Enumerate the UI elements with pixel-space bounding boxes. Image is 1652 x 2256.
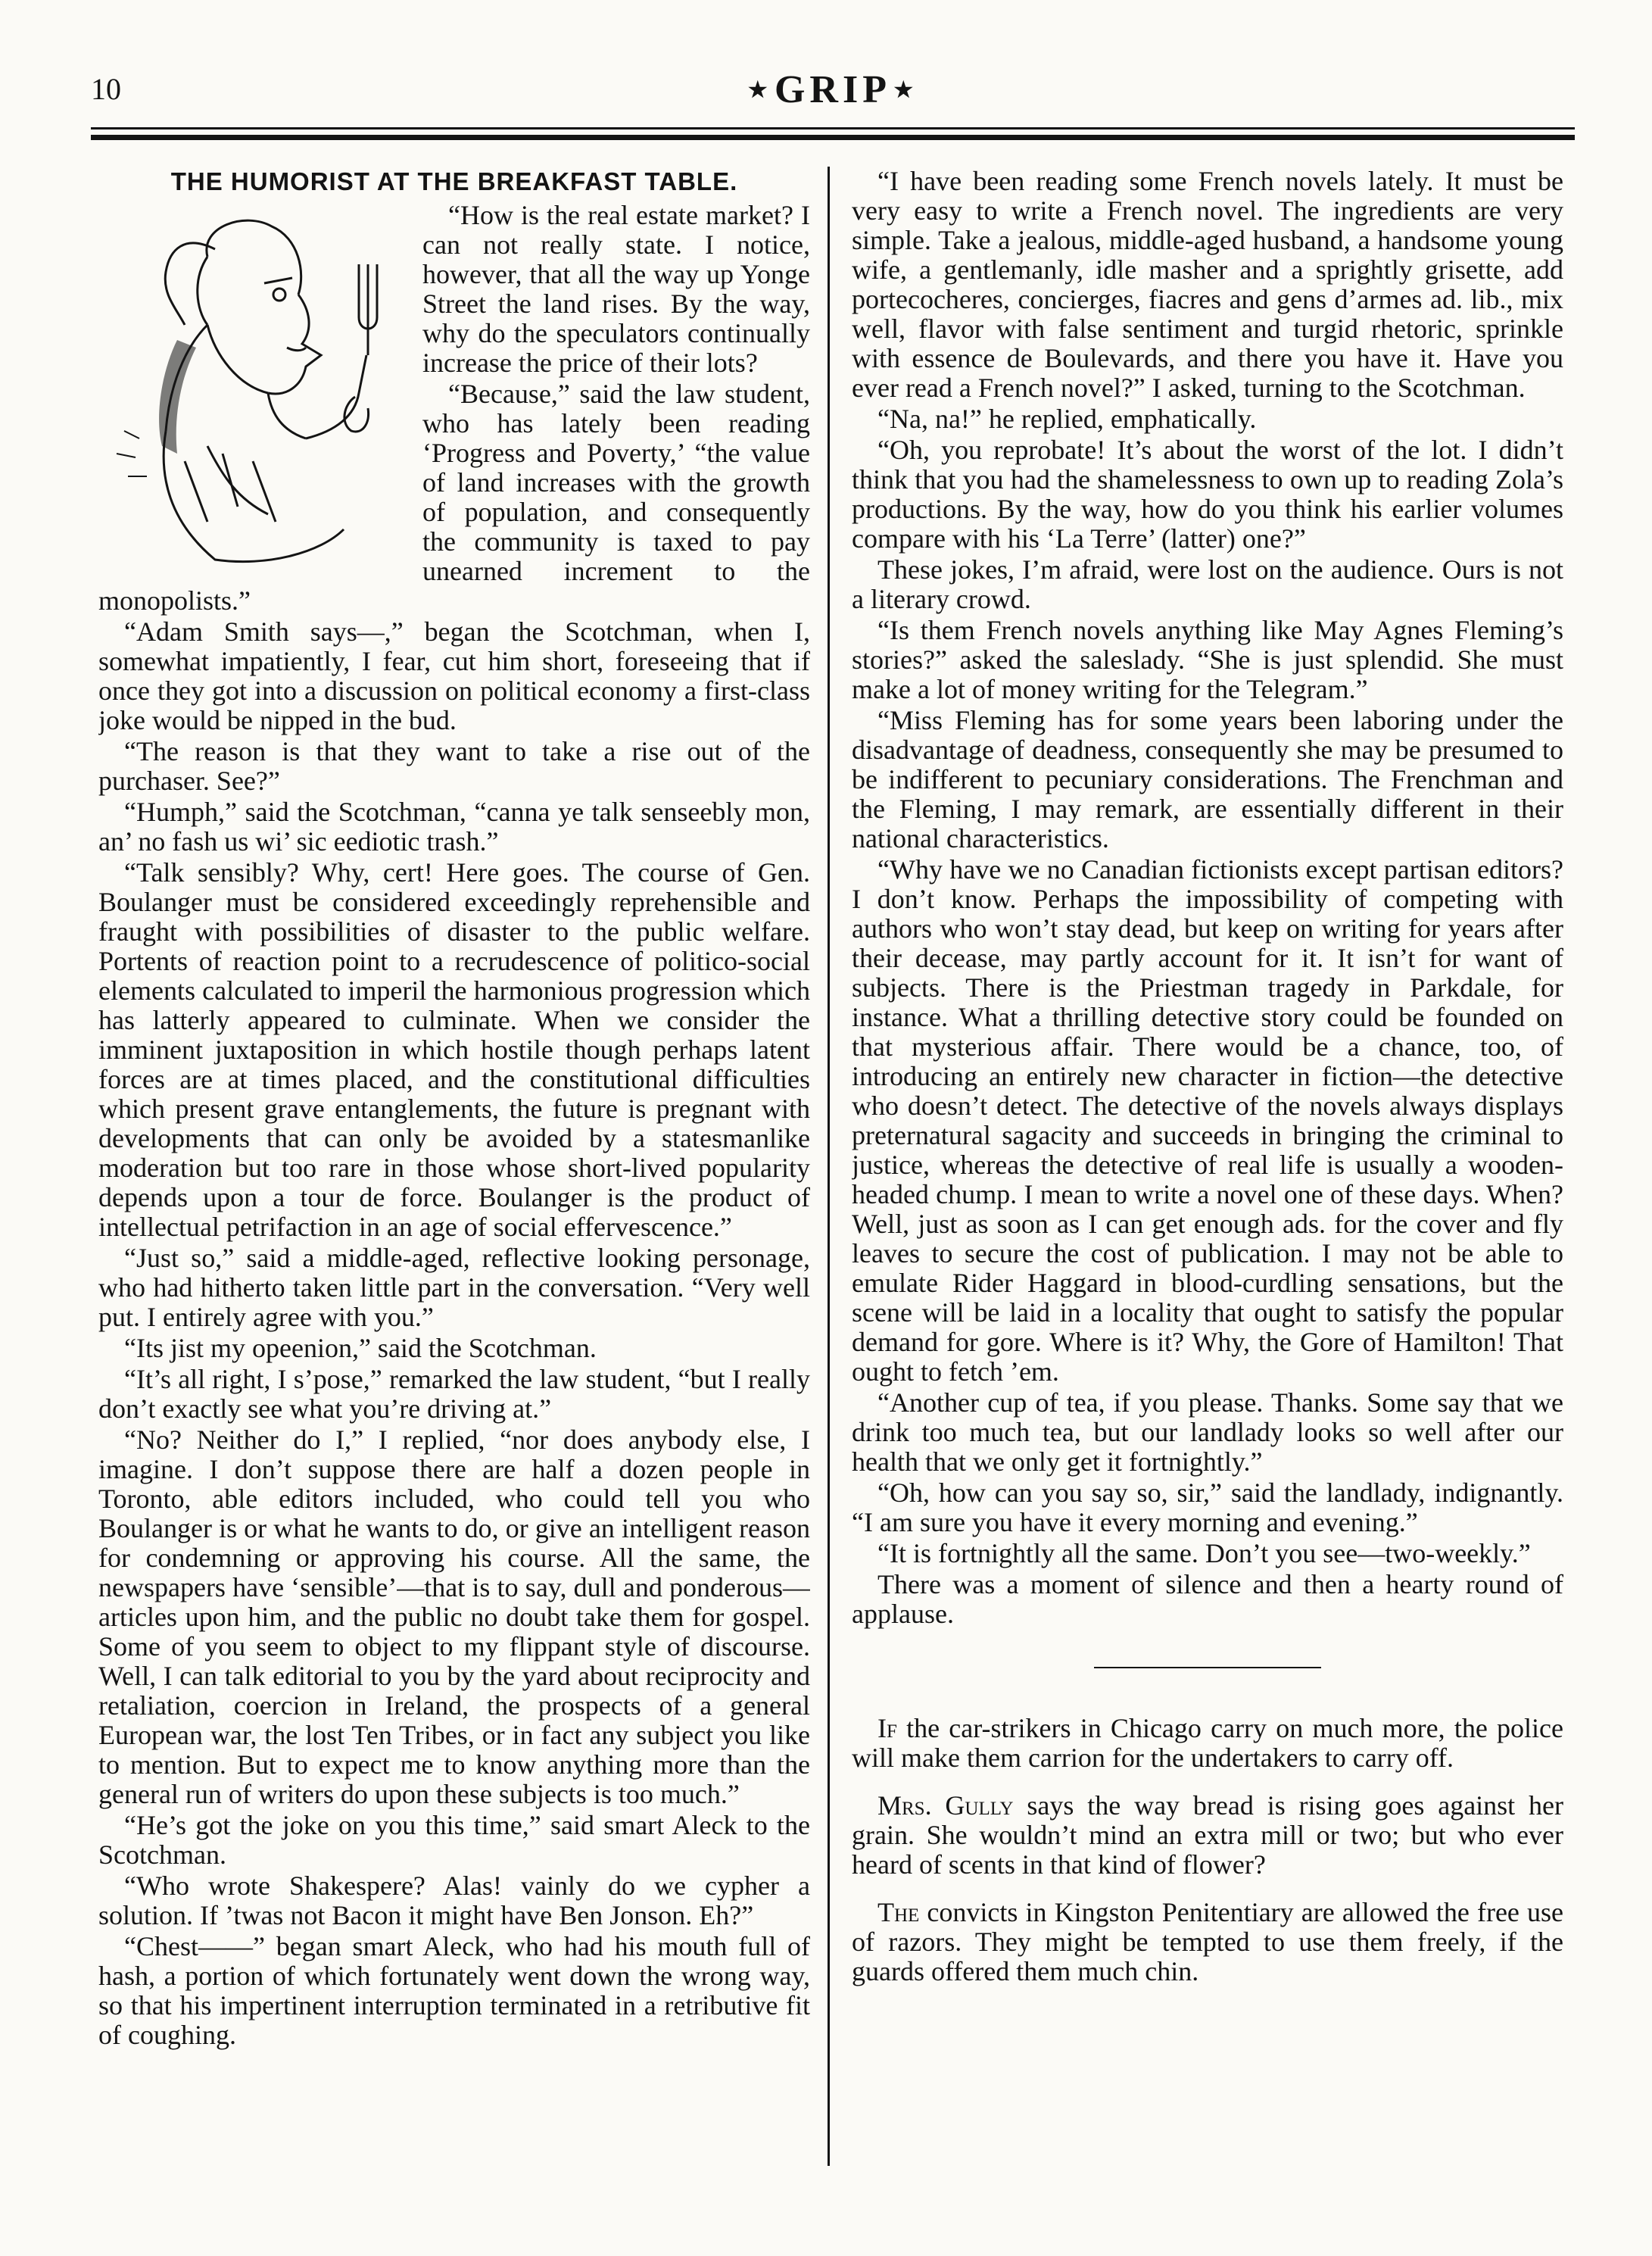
- paragraph: “The reason is that they want to take a rise out of the purchaser. See?”: [98, 736, 810, 796]
- paragraph: “Na, na!” he replied, emphatically.: [877, 404, 1257, 434]
- paragraph: “Adam Smith says—,” began the Scotchman, when I, somewhat impatiently, I fear, cut him short, foreseeing that if once they got into a discussion on political economy a first-class joke would be nipped in the bud.: [98, 616, 810, 735]
- paragraph: “Is them French novels anything like May Agnes Fleming’s stories?” asked the saleslady. “She is just splendid. She must make a lot of money writing for the Telegram.”: [852, 615, 1563, 704]
- paragraph: There was a moment of silence and then a hearty round of applause.: [852, 1569, 1563, 1629]
- paragraph: “Talk sensibly? Why, cert! Here goes. The course of Gen. Boulanger must be considered exceedingly reprehensible and fraught with possibilities of disaster to the public welfare. Portents of reaction point to a recrudescence of politico-social elements calculated to imperil the harmonious progression which has latterly appeared to culminate. When we consider the imminent juxtaposition in which hostile though perhaps latent forces are at times placed, and the constitutional difficulties which present grave entanglements, the future is pregnant with developments that can only be avoided by a statesmanlike moderation but too rare in those whose short-lived popularity depends upon a tour de force. Boulanger is the product of intellectual petrifaction in an age of social effervescence.”: [98, 857, 810, 1242]
- paragraph: “I have been reading some French novels lately. It must be very easy to write a French novel. The ingredients are very simple. Take a jealous, middle-aged husband, a handsome young wife, a gentlemanly, idle masher and a sprightly grisette, add portecocheres, concierges, fiacres and gens d’armes ad. lib., mix well, flavor with false sentiment and turgid rhetoric, sprinkle with essence de Boulevards, and there you have it. Have you ever read a French novel?” I asked, turning to the Scotchman.: [852, 167, 1563, 403]
- paragraph: “Who wrote Shakespere? Alas! vainly do we cypher a solution. If ’twas not Bacon it might have Ben Jonson. Eh?”: [98, 1871, 810, 1930]
- paragraph: “Miss Fleming has for some years been laboring under the disadvantage of deadness, consequently she may be presumed to be indifferent to pecuniary considerations. The Frenchman and the Fleming, I may remark, are essentially different in their national characteristics.: [852, 705, 1563, 853]
- brief-lead: Mrs. Gully: [877, 1790, 1014, 1821]
- masthead-rule-bottom: [91, 135, 1575, 140]
- paragraph: “Another cup of tea, if you please. Thanks. Some say that we drink too much tea, but our landlady looks so well after our health that we only get it fortnightly.”: [852, 1387, 1563, 1477]
- man-with-fork-illustration: [98, 204, 412, 575]
- paragraph: “Why have we no Canadian fictionists except partisan editors? I don’t know. Perhaps the impossibility of competing with authors who won’t stay dead, but keep on writing for years after their decease, may partly account for it. It isn’t for want of subjects. There is the Priestman tragedy in Parkdale, for instance. What a thrilling detective story could be founded on that mysterious affair. There would be a chance, too, of introducing an entirely new character in fiction—the detective who doesn’t detect. The detective of the novels always displays preternatural sagacity and succeeds in bringing the criminal to justice, whereas the detective of real life is usually a wooden-headed chump. I mean to write a novel one of these days. When? Well, just as soon as I can get enough ads. for the cover and fly leaves to secure the cost of publication. I may not be able to emulate Rider Haggard in blood-curdling sensations, but the scene will be laid in a locality that ought to satisfy the popular demand for gore. Where is it? Why, the Gore of Hamilton! That ought to fetch ’em.: [852, 854, 1563, 1387]
- paragraph: “Oh, how can you say so, sir,” said the landlady, indignantly. “I am sure you have it every morning and evening.”: [852, 1477, 1563, 1537]
- column-divider: [828, 167, 830, 2166]
- paragraph: “He’s got the joke on you this time,” said smart Aleck to the Scotchman.: [98, 1810, 810, 1870]
- brief-item: [852, 1898, 1563, 1986]
- right-column: [852, 167, 1563, 2166]
- paragraph: “It is fortnightly all the same. Don’t you see—two-weekly.”: [877, 1538, 1531, 1568]
- paragraph: “How is the real estate market? I can not really state. I notice, however, that all the way up Yonge Street the land rises. By the way, why do the speculators continually increase the price of their lots?: [422, 200, 810, 378]
- section-divider: [1094, 1667, 1321, 1668]
- masthead-rule-top: [91, 127, 1575, 129]
- paragraph: These jokes, I’m afraid, were lost on the audience. Ours is not a literary crowd.: [852, 554, 1563, 614]
- paragraph: “Because,” said the law student, who has lately been reading ‘Progress and Poverty,’ “the value of land increases with the growth of population, and consequently the community is taxed to pay unearned increment to the monopolists.”: [98, 379, 810, 616]
- caricature-icon: [98, 204, 412, 575]
- brief-text: convicts in Kingston Penitentiary are allowed the free use of razors. They might be tempted to use them freely, if the guards offered them much chin.: [852, 1897, 1563, 1986]
- masthead: [91, 67, 1575, 120]
- brief-text: the car-strikers in Chicago carry on much more, the police will make them carrion for the undertakers to carry off.: [852, 1713, 1563, 1773]
- brief-text: says the way bread is rising goes against her grain. She wouldn’t mind an extra mill or two; but who ever heard of scents in that kind of flower?: [852, 1790, 1563, 1880]
- paragraph: “Just so,” said a middle-aged, reflective looking personage, who had hitherto taken little part in the conversation. “Very well put. I entirely agree with you.”: [98, 1243, 810, 1332]
- paragraph: “Chest——” began smart Aleck, who had his mouth full of hash, a portion of which fortunately went down the wrong way, so that his impertinent interruption terminated in a retributive fit of coughing.: [98, 1931, 810, 2050]
- publication-title: ⋆GRIP⋆: [745, 68, 921, 111]
- brief-item: [852, 1714, 1563, 1773]
- paragraph: “No? Neither do I,” I replied, “nor does anybody else, I imagine. I don’t suppose there are half a dozen people in Toronto, able editors included, who could tell you who Boulanger is or what he wants to do, or give an intelligent reason for condemning or approving his course. All the same, the newspapers have ‘sensible’—that is to say, dull and ponderous—articles upon him, and the public no doubt take them for gospel. Some of you seem to object to my flippant style of discourse. Well, I can talk editorial to you by the yard about reciprocity and retaliation, coercion in Ireland, the prospects of a general European war, the lost Ten Tribes, or in fact any subject you like to mention. But to expect me to know anything more than the general run of writers do upon these subjects is too much.”: [98, 1424, 810, 1809]
- paragraph: “It’s all right, I s’pose,” remarked the law student, “but I really don’t exactly see what you’re driving at.”: [98, 1364, 810, 1424]
- brief-item: [852, 1791, 1563, 1880]
- article-headline: THE HUMORIST AT THE BREAKFAST TABLE.: [170, 167, 738, 195]
- brief-lead: If: [877, 1713, 897, 1743]
- brief-lead: The: [877, 1897, 920, 1927]
- left-column: [98, 167, 810, 2166]
- paragraph: “Its jist my opeenion,” said the Scotchman.: [124, 1333, 597, 1363]
- paragraph: “Oh, you reprobate! It’s about the worst of the lot. I didn’t think that you had the shamelessness to own up to reading Zola’s productions. By the way, how do you think his earlier volumes compare with his ‘La Terre’ (latter) one?”: [852, 435, 1563, 554]
- page-number: 10: [91, 72, 121, 106]
- paragraph: “Humph,” said the Scotchman, “canna ye talk senseebly mon, an’ no fash us wi’ sic eediotic trash.”: [98, 797, 810, 857]
